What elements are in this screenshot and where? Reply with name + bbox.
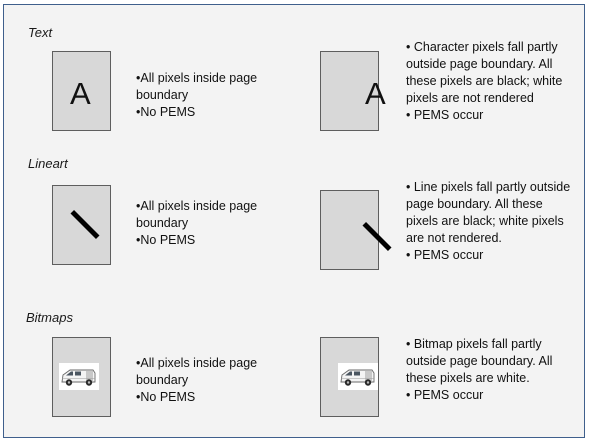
section-title-lineart: Lineart [28, 156, 68, 171]
page-inside-bitmap [52, 337, 111, 417]
character-glyph-overflow: A [365, 76, 386, 111]
page-inside-text [52, 51, 111, 131]
line-mark-overflow [363, 222, 392, 251]
page-outside-text [320, 51, 386, 131]
page-outside-lineart [320, 190, 379, 270]
desc-line: •All pixels inside page boundary [136, 71, 258, 102]
desc-line: •No PEMS [136, 233, 196, 247]
text-outside-description [406, 39, 566, 124]
desc-line: • PEMS occur [406, 388, 484, 402]
lineart-inside-description [136, 198, 286, 249]
section-title-text: Text [28, 25, 53, 40]
character-glyph: A [70, 76, 91, 111]
desc-line: • Line pixels fall partly outside page boundary. All these pixels are black; white pixels are not rendered. [406, 180, 571, 245]
van-icon [59, 363, 99, 390]
page-outside-bitmap [320, 337, 379, 417]
desc-line: •All pixels inside page boundary [136, 356, 258, 387]
desc-line: • Bitmap pixels fall partly outside page boundary. All these pixels are white. [406, 337, 553, 385]
van-icon-overflow [338, 363, 378, 390]
slide [3, 4, 585, 438]
desc-line: •No PEMS [136, 390, 196, 404]
desc-line: • PEMS occur [406, 248, 484, 262]
lineart-outside-description [406, 179, 571, 264]
section-title-bitmaps: Bitmaps [26, 310, 73, 325]
text-inside-description [136, 70, 286, 121]
page-inside-lineart [52, 185, 111, 265]
desc-line: • PEMS occur [406, 108, 484, 122]
desc-line: • Character pixels fall partly outside page boundary. All these pixels are black; white pixels are not rendered [406, 40, 563, 105]
bitmap-inside-description [136, 355, 286, 406]
line-mark [71, 210, 100, 239]
desc-line: •All pixels inside page boundary [136, 199, 258, 230]
desc-line: •No PEMS [136, 105, 196, 119]
bitmap-outside-description [406, 336, 566, 404]
